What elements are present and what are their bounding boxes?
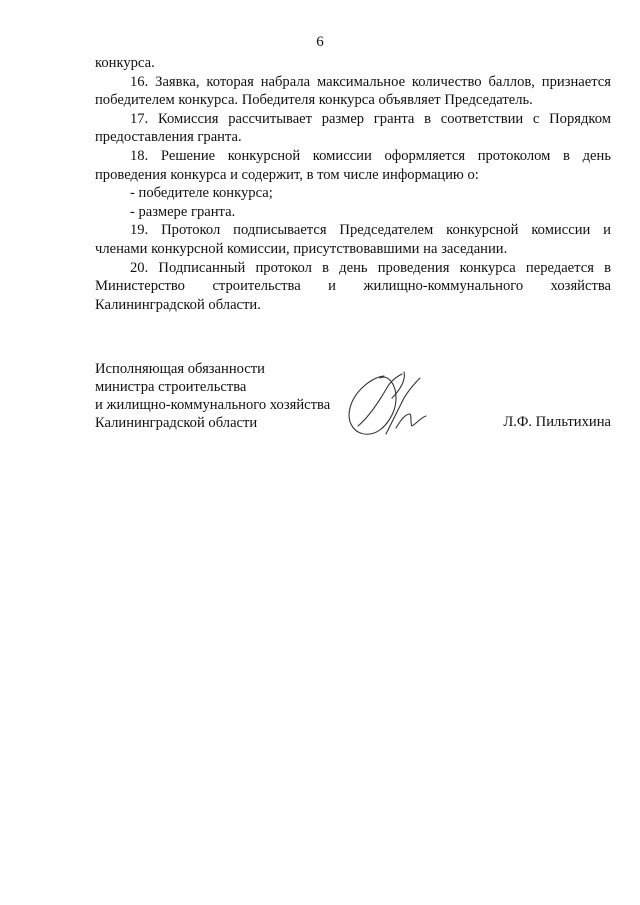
signatory-title-line: Исполняющая обязанности [95,361,265,377]
paragraph-20-line-2: Министерство строительства и жилищно-коммунального хозяйства [95,278,611,295]
signatory-title-block [95,360,330,432]
list-item-grant-size: - размере гранта. [130,203,236,220]
signatory-title-line: Калининградской области [95,415,258,431]
paragraph-20-line-1: 20. Подписанный протокол в день проведения конкурса передается в [130,259,611,276]
document-body [95,54,611,314]
signatory-title-line: министра строительства [95,379,247,395]
list-item-winner: - победителе конкурса; [130,185,273,202]
signer-name: Л.Ф. Пильтихина [503,414,611,430]
handwritten-signature [340,368,440,440]
paragraph-19: 19. Протокол подписывается Председателем конкурсной комиссии и членами конкурсной комиссии, присутствовавшими на заседании. [95,222,611,257]
paragraph-continuation: конкурса. [95,55,155,71]
signatory-title-line: и жилищно-коммунального хозяйства [95,397,331,413]
paragraph-16: 16. Заявка, которая набрала максимальное количество баллов, признается победителем конкурса. Победителя конкурса объявляет Председатель. [95,73,611,109]
paragraph-20-line-3: Калининградской области. [95,296,261,313]
paragraph-18: 18. Решение конкурсной комиссии оформляется протоколом в день проведения конкурса и содержит, в том числе информацию о: [95,147,611,183]
paragraph-17: 17. Комиссия рассчитывает размер гранта в соответствии с Порядком предоставления гранта. [95,110,611,146]
page-number: 6 [316,34,324,50]
